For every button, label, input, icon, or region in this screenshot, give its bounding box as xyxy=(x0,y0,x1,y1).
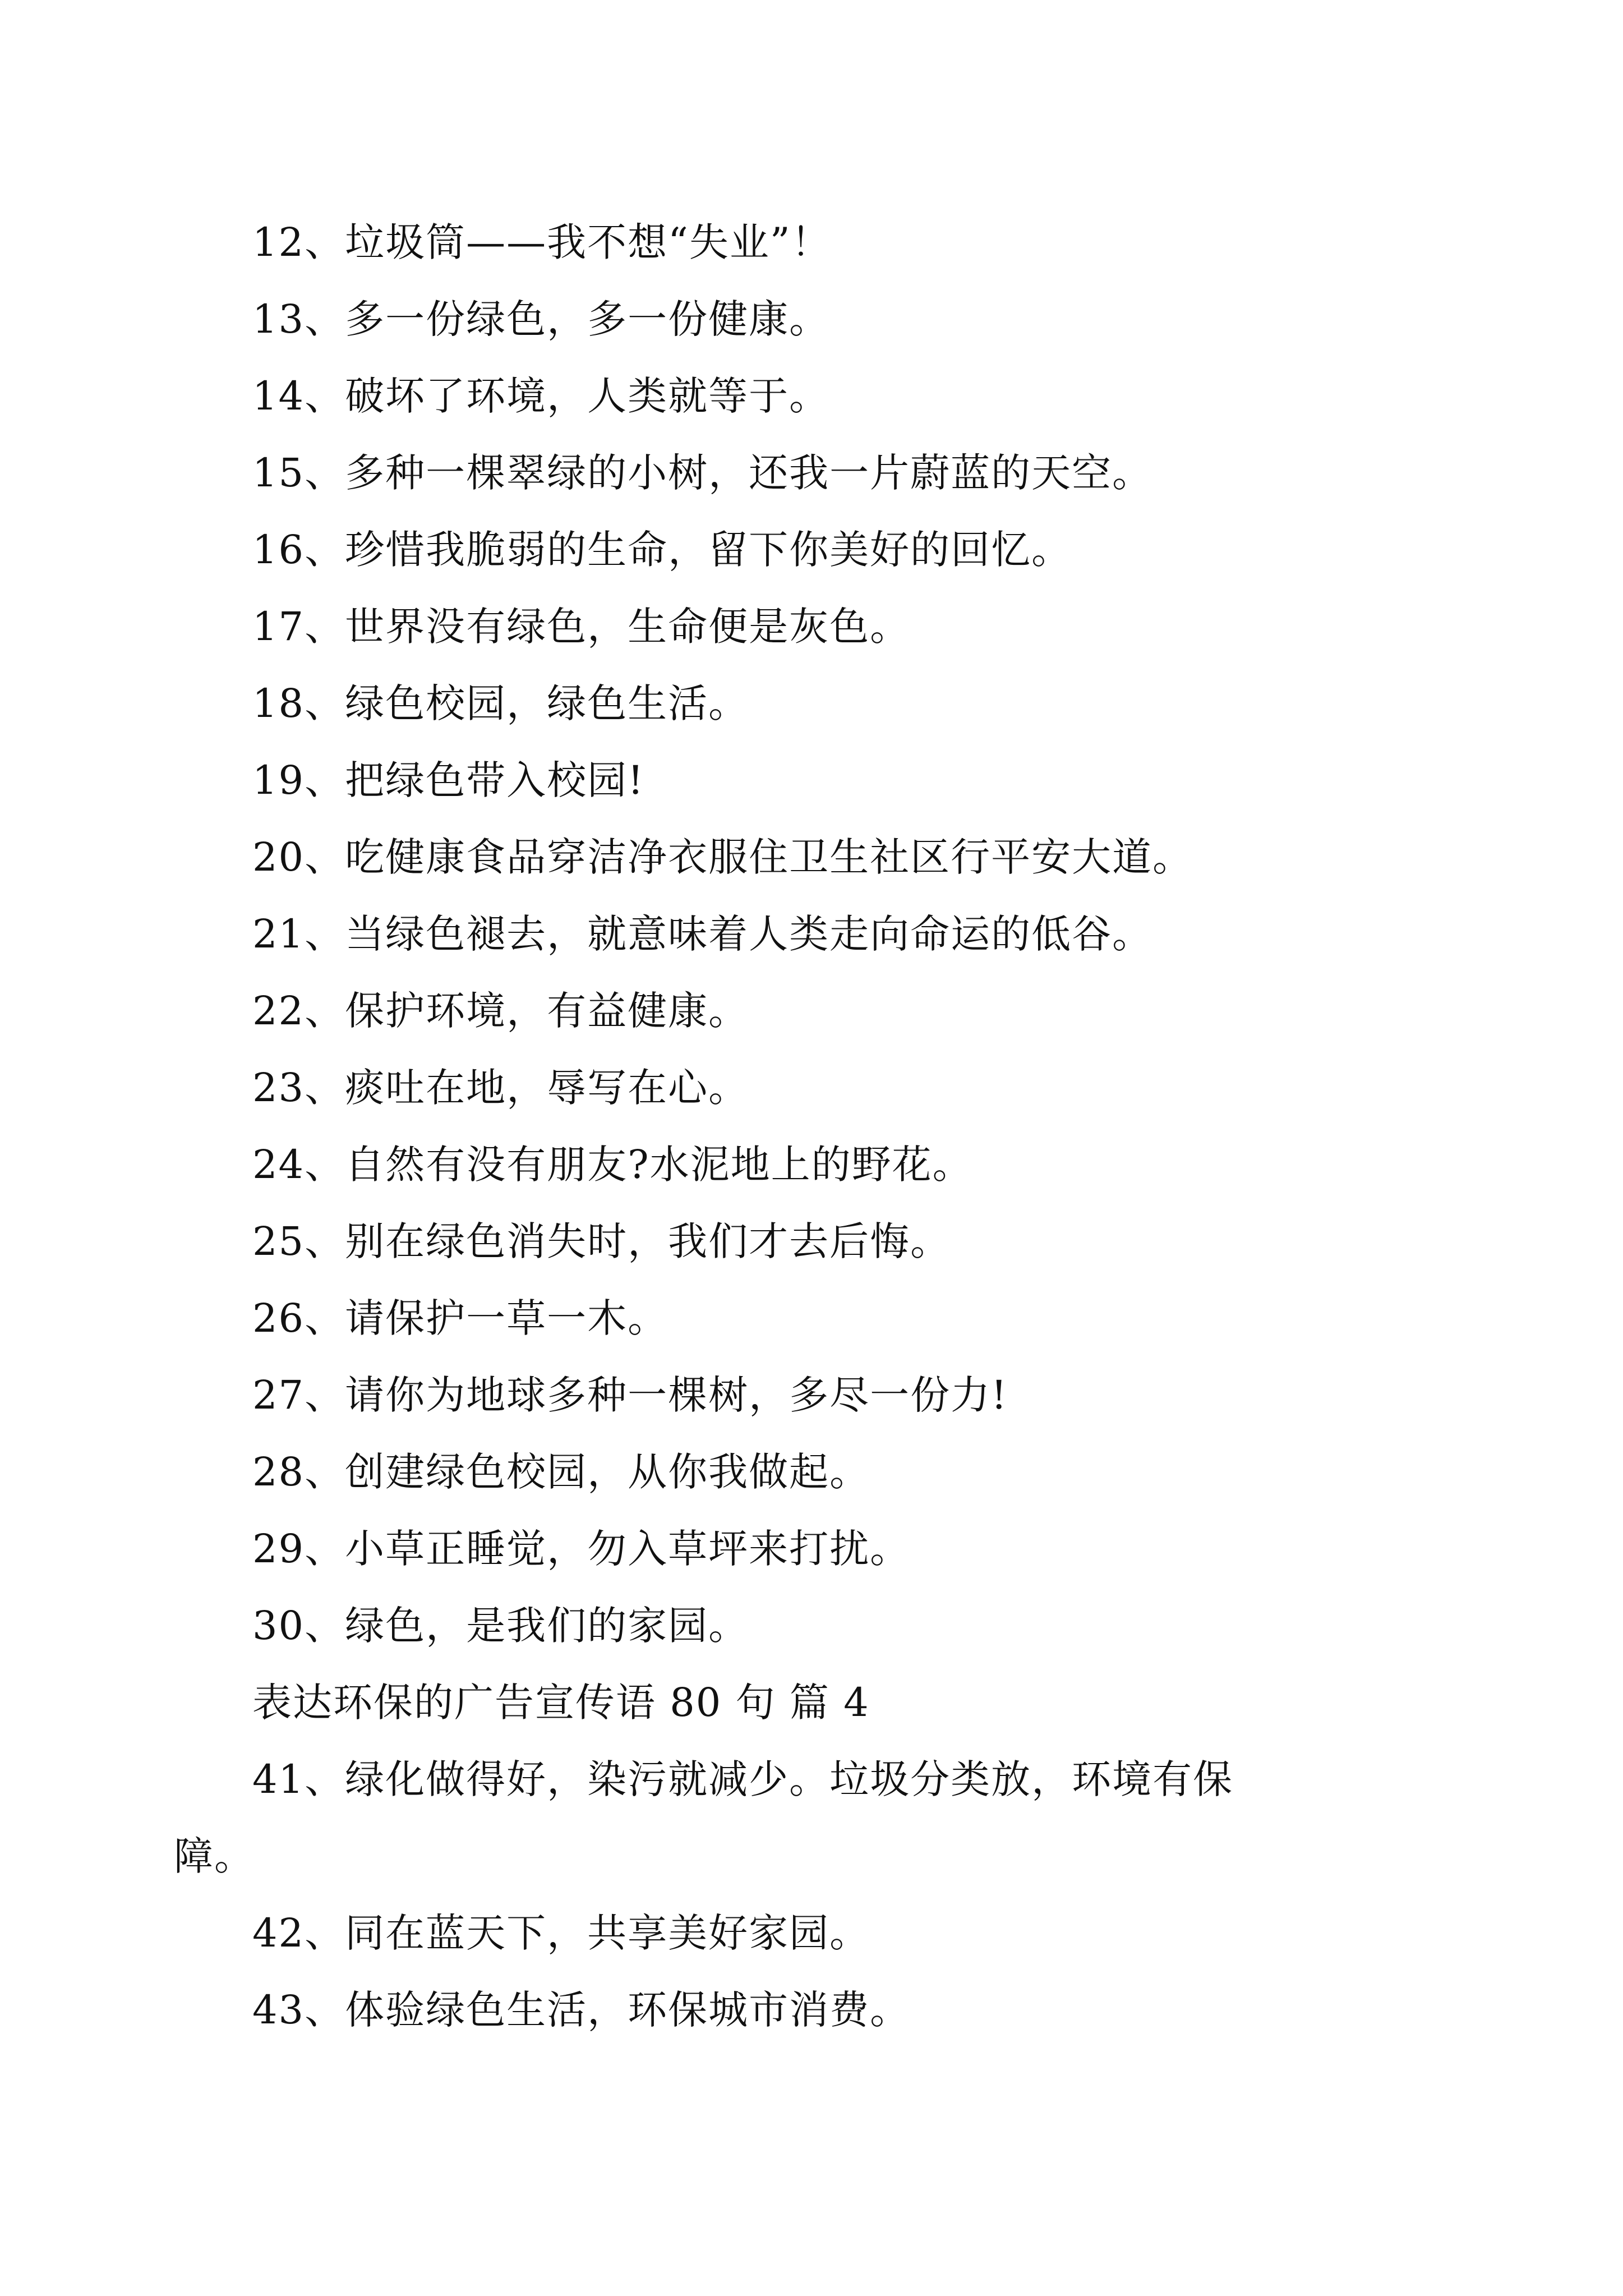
slogan-item-22: 22、保护环境，有益健康。 xyxy=(252,988,749,1034)
slogan-item-29: 29、小草正睡觉，勿入草坪来打扰。 xyxy=(252,1526,911,1572)
slogan-item-13: 13、多一份绿色，多一份健康。 xyxy=(252,296,830,342)
slogan-item-42: 42、同在蓝天下，共享美好家园。 xyxy=(252,1910,870,1956)
slogan-item-12: 12、垃圾筒——我不想“失业”！ xyxy=(252,219,832,265)
slogan-item-27: 27、请你为地球多种一棵树，多尽一份力! xyxy=(252,1372,1008,1418)
slogan-item-24: 24、自然有没有朋友?水泥地上的野花。 xyxy=(252,1142,973,1188)
slogan-item-18: 18、绿色校园，绿色生活。 xyxy=(252,680,749,726)
slogan-item-17: 17、世界没有绿色，生命便是灰色。 xyxy=(252,604,911,650)
slogan-item-23: 23、痰吐在地，辱写在心。 xyxy=(252,1065,749,1111)
slogan-item-20: 20、吃健康食品穿洁净衣服住卫生社区行平安大道。 xyxy=(252,834,1193,880)
slogan-item-21: 21、当绿色褪去，就意味着人类走向命运的低谷。 xyxy=(252,911,1153,957)
slogan-item-28: 28、创建绿色校园，从你我做起。 xyxy=(252,1449,870,1495)
slogan-item-19: 19、把绿色带入校园! xyxy=(252,757,645,803)
slogan-item-41-continuation: 障。 xyxy=(174,1833,255,1879)
slogan-item-41: 41、绿化做得好，染污就减少。垃圾分类放，环境有保 xyxy=(252,1756,1234,1802)
slogan-item-16: 16、珍惜我脆弱的生命，留下你美好的回忆。 xyxy=(252,527,1072,573)
slogan-item-26: 26、请保护一草一木。 xyxy=(252,1295,668,1341)
slogan-item-43: 43、体验绿色生活，环保城市消费。 xyxy=(252,1987,911,2033)
slogan-item-14: 14、破坏了环境，人类就等于。 xyxy=(252,373,830,419)
slogan-item-15: 15、多种一棵翠绿的小树，还我一片蔚蓝的天空。 xyxy=(252,450,1153,496)
section-heading: 表达环保的广告宣传语 80 句 篇 4 xyxy=(252,1680,870,1726)
slogan-item-30: 30、绿色，是我们的家园。 xyxy=(252,1603,749,1649)
slogan-item-25: 25、别在绿色消失时，我们才去后悔。 xyxy=(252,1218,951,1264)
